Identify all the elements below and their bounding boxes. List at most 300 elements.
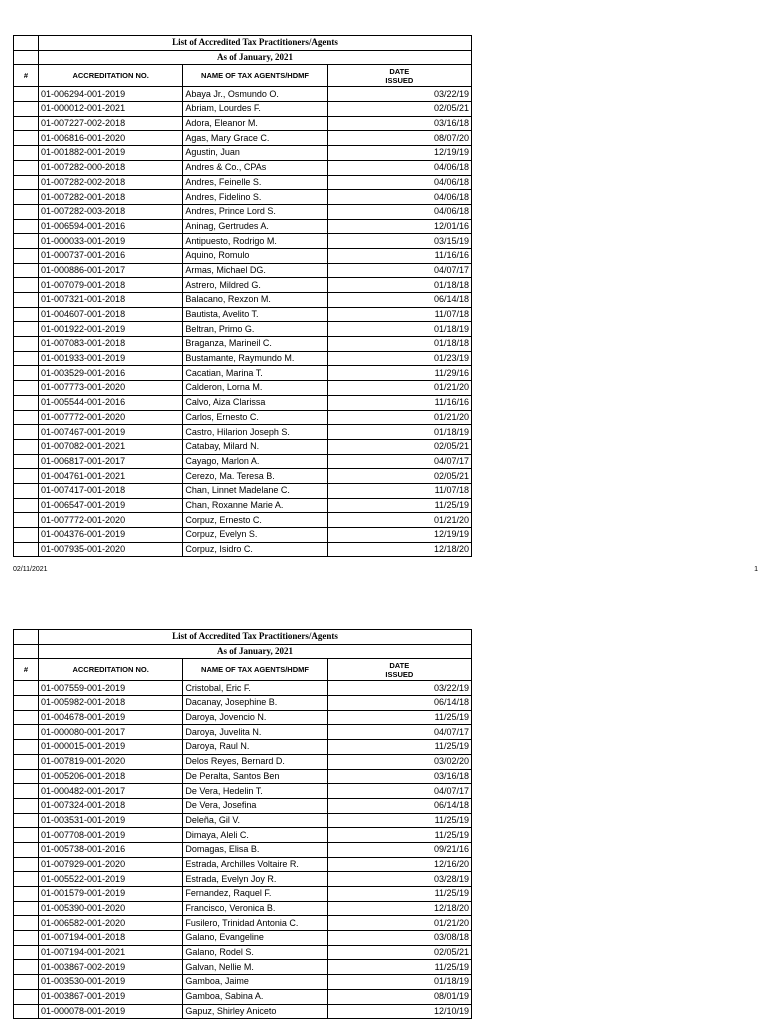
date-issued-cell: 03/16/18 (327, 769, 471, 784)
table-row (14, 887, 472, 902)
accreditation-no-cell: 01-000012-001-2021 (39, 102, 183, 117)
accreditation-no-cell: 01-007227-002-2018 (39, 116, 183, 131)
row-number-cell (14, 351, 39, 366)
table-row (14, 190, 472, 205)
accreditation-no-cell: 01-003867-001-2019 (39, 989, 183, 1004)
row-number-cell (14, 146, 39, 161)
agent-name-cell: Francisco, Veronica B. (183, 901, 327, 916)
agent-name-cell: Bustamante, Raymundo M. (183, 351, 327, 366)
row-number-cell (14, 337, 39, 352)
table-row (14, 204, 472, 219)
agent-name-cell: Corpuz, Isidro C. (183, 542, 327, 557)
accreditation-no-cell: 01-005390-001-2020 (39, 901, 183, 916)
header-date-issued (327, 659, 471, 681)
date-issued-cell: 04/06/18 (327, 160, 471, 175)
row-number-cell (14, 960, 39, 975)
table-row (14, 681, 472, 696)
date-issued-cell: 06/14/18 (327, 293, 471, 308)
accreditation-no-cell: 01-007559-001-2019 (39, 681, 183, 696)
agent-name-cell: Deleña, Gil V. (183, 813, 327, 828)
table-row (14, 175, 472, 190)
row-number-cell (14, 116, 39, 131)
accreditation-no-cell: 01-005738-001-2016 (39, 842, 183, 857)
row-number-cell (14, 542, 39, 557)
accreditation-no-cell: 01-007282-000-2018 (39, 160, 183, 175)
date-issued-cell: 06/14/18 (327, 798, 471, 813)
table-row (14, 528, 472, 543)
table-row (14, 293, 472, 308)
accreditation-no-cell: 01-007194-001-2021 (39, 945, 183, 960)
date-issued-cell: 02/05/21 (327, 439, 471, 454)
agent-name-cell: Abaya Jr., Osmundo O. (183, 87, 327, 102)
date-issued-cell: 12/16/20 (327, 857, 471, 872)
row-number-cell (14, 901, 39, 916)
row-number-cell (14, 219, 39, 234)
row-number-cell (14, 528, 39, 543)
accreditation-no-cell: 01-006817-001-2017 (39, 454, 183, 469)
table-row (14, 813, 472, 828)
page-1-sheet (13, 35, 472, 557)
accreditation-no-cell: 01-007467-001-2019 (39, 425, 183, 440)
date-issued-cell: 02/05/21 (327, 945, 471, 960)
corner-cell (14, 50, 39, 65)
accreditation-no-cell: 01-004761-001-2021 (39, 469, 183, 484)
row-number-cell (14, 696, 39, 711)
row-number-cell (14, 87, 39, 102)
agent-name-cell: Aquino, Romulo (183, 248, 327, 263)
table-row (14, 945, 472, 960)
accreditation-no-cell: 01-000078-001-2019 (39, 1004, 183, 1019)
agent-name-cell: Gamboa, Jaime (183, 975, 327, 990)
table-row (14, 542, 472, 557)
accreditation-no-cell: 01-000482-001-2017 (39, 784, 183, 799)
date-issued-cell: 11/25/19 (327, 887, 471, 902)
header-date-line2: ISSUED (385, 669, 414, 679)
row-number-cell (14, 916, 39, 931)
row-number-cell (14, 798, 39, 813)
agent-name-cell: Balacano, Rexzon M. (183, 293, 327, 308)
row-number-cell (14, 307, 39, 322)
row-number-cell (14, 366, 39, 381)
date-issued-cell: 11/25/19 (327, 710, 471, 725)
row-number-cell (14, 498, 39, 513)
accreditation-no-cell: 01-006582-001-2020 (39, 916, 183, 931)
row-number-cell (14, 945, 39, 960)
row-number-cell (14, 248, 39, 263)
agent-name-cell: Agustin, Juan (183, 146, 327, 161)
header-date-line1: DATE (389, 660, 410, 670)
agent-name-cell: Astrero, Mildred G. (183, 278, 327, 293)
row-number-cell (14, 102, 39, 117)
row-number-cell (14, 681, 39, 696)
date-issued-cell: 06/14/18 (327, 696, 471, 711)
title-row (14, 36, 472, 51)
agent-name-cell: De Vera, Josefina (183, 798, 327, 813)
accreditation-no-cell: 01-000015-001-2019 (39, 740, 183, 755)
agent-name-cell: Andres, Prince Lord S. (183, 204, 327, 219)
date-issued-cell: 12/18/20 (327, 901, 471, 916)
accreditation-no-cell: 01-007282-003-2018 (39, 204, 183, 219)
date-issued-cell: 11/25/19 (327, 498, 471, 513)
agent-name-cell: Gapuz, Shirley Aniceto (183, 1004, 327, 1019)
header-row (14, 659, 472, 681)
agent-name-cell: Carlos, Ernesto C. (183, 410, 327, 425)
agent-name-cell: Fernandez, Raquel F. (183, 887, 327, 902)
accreditation-no-cell: 01-001882-001-2019 (39, 146, 183, 161)
accreditation-table (13, 35, 472, 557)
table-row (14, 842, 472, 857)
agent-name-cell: Andres & Co., CPAs (183, 160, 327, 175)
table-row (14, 872, 472, 887)
row-number-cell (14, 769, 39, 784)
date-issued-cell: 11/25/19 (327, 828, 471, 843)
accreditation-no-cell: 01-007194-001-2018 (39, 931, 183, 946)
agent-name-cell: Abriam, Lourdes F. (183, 102, 327, 117)
accreditation-no-cell: 01-003529-001-2016 (39, 366, 183, 381)
header-name: NAME OF TAX AGENTS/HDMF (183, 65, 327, 87)
table-row (14, 754, 472, 769)
table-row (14, 498, 472, 513)
header-date-issued (327, 65, 471, 87)
row-number-cell (14, 857, 39, 872)
row-number-cell (14, 160, 39, 175)
agent-name-cell: Braganza, Marineil C. (183, 337, 327, 352)
date-issued-cell: 03/28/19 (327, 872, 471, 887)
accreditation-no-cell: 01-006594-001-2016 (39, 219, 183, 234)
row-number-cell (14, 293, 39, 308)
accreditation-no-cell: 01-007772-001-2020 (39, 513, 183, 528)
agent-name-cell: Andres, Feinelle S. (183, 175, 327, 190)
row-number-cell (14, 975, 39, 990)
accreditation-no-cell: 01-006547-001-2019 (39, 498, 183, 513)
header-num: # (14, 65, 39, 87)
date-issued-cell: 04/07/17 (327, 454, 471, 469)
title-row (14, 630, 472, 645)
row-number-cell (14, 740, 39, 755)
header-num: # (14, 659, 39, 681)
date-issued-cell: 11/29/16 (327, 366, 471, 381)
date-issued-cell: 01/18/18 (327, 278, 471, 293)
table-row (14, 160, 472, 175)
table-row (14, 513, 472, 528)
date-issued-cell: 01/21/20 (327, 513, 471, 528)
agent-name-cell: Galano, Rodel S. (183, 945, 327, 960)
subtitle-row (14, 644, 472, 659)
row-number-cell (14, 931, 39, 946)
agent-name-cell: Cacatian, Marina T. (183, 366, 327, 381)
header-accreditation: ACCREDITATION NO. (39, 65, 183, 87)
date-issued-cell: 12/19/19 (327, 146, 471, 161)
agent-name-cell: Fusilero, Trinidad Antonia C. (183, 916, 327, 931)
agent-name-cell: Delos Reyes, Bernard D. (183, 754, 327, 769)
table-row (14, 798, 472, 813)
table-row (14, 960, 472, 975)
row-number-cell (14, 887, 39, 902)
agent-name-cell: Cayago, Marlon A. (183, 454, 327, 469)
date-issued-cell: 11/07/18 (327, 483, 471, 498)
accreditation-no-cell: 01-005982-001-2018 (39, 696, 183, 711)
table-row (14, 828, 472, 843)
date-issued-cell: 11/16/16 (327, 395, 471, 410)
row-number-cell (14, 784, 39, 799)
table-row (14, 131, 472, 146)
date-issued-cell: 03/15/19 (327, 234, 471, 249)
table-row (14, 337, 472, 352)
table-row (14, 410, 472, 425)
table-row (14, 989, 472, 1004)
row-number-cell (14, 204, 39, 219)
table-row (14, 483, 472, 498)
table-row (14, 307, 472, 322)
table-row (14, 725, 472, 740)
corner-cell (14, 36, 39, 51)
row-number-cell (14, 263, 39, 278)
accreditation-no-cell: 01-007708-001-2019 (39, 828, 183, 843)
row-number-cell (14, 131, 39, 146)
table-row (14, 469, 472, 484)
row-number-cell (14, 381, 39, 396)
agent-name-cell: Corpuz, Ernesto C. (183, 513, 327, 528)
agent-name-cell: Dacanay, Josephine B. (183, 696, 327, 711)
agent-name-cell: Agas, Mary Grace C. (183, 131, 327, 146)
row-number-cell (14, 725, 39, 740)
date-issued-cell: 01/18/18 (327, 337, 471, 352)
date-issued-cell: 01/21/20 (327, 916, 471, 931)
table-row (14, 395, 472, 410)
accreditation-no-cell: 01-004376-001-2019 (39, 528, 183, 543)
agent-name-cell: Gamboa, Sabina A. (183, 989, 327, 1004)
table-row (14, 1004, 472, 1019)
table-row (14, 857, 472, 872)
accreditation-no-cell: 01-005206-001-2018 (39, 769, 183, 784)
table-row (14, 769, 472, 784)
agent-name-cell: Bautista, Avelito T. (183, 307, 327, 322)
row-number-cell (14, 278, 39, 293)
row-number-cell (14, 190, 39, 205)
table-title: List of Accredited Tax Practitioners/Agents (39, 36, 472, 51)
date-issued-cell: 01/18/19 (327, 975, 471, 990)
row-number-cell (14, 469, 39, 484)
agent-name-cell: Catabay, Milard N. (183, 439, 327, 454)
subtitle-row (14, 50, 472, 65)
agent-name-cell: Armas, Michael DG. (183, 263, 327, 278)
date-issued-cell: 03/02/20 (327, 754, 471, 769)
agent-name-cell: Adora, Eleanor M. (183, 116, 327, 131)
row-number-cell (14, 754, 39, 769)
table-row (14, 439, 472, 454)
accreditation-no-cell: 01-000033-001-2019 (39, 234, 183, 249)
agent-name-cell: Cristobal, Eric F. (183, 681, 327, 696)
accreditation-no-cell: 01-005522-001-2019 (39, 872, 183, 887)
accreditation-no-cell: 01-007324-001-2018 (39, 798, 183, 813)
table-subtitle: As of January, 2021 (39, 644, 472, 659)
row-number-cell (14, 989, 39, 1004)
row-number-cell (14, 710, 39, 725)
agent-name-cell: Domagas, Elisa B. (183, 842, 327, 857)
date-issued-cell: 02/05/21 (327, 102, 471, 117)
footer-date: 02/11/2021 (13, 566, 48, 573)
table-row (14, 219, 472, 234)
date-issued-cell: 08/07/20 (327, 131, 471, 146)
date-issued-cell: 04/07/17 (327, 263, 471, 278)
accreditation-no-cell: 01-001933-001-2019 (39, 351, 183, 366)
row-number-cell (14, 175, 39, 190)
accreditation-no-cell: 01-006294-001-2019 (39, 87, 183, 102)
agent-name-cell: Daroya, Raul N. (183, 740, 327, 755)
date-issued-cell: 04/07/17 (327, 725, 471, 740)
date-issued-cell: 03/16/18 (327, 116, 471, 131)
row-number-cell (14, 425, 39, 440)
agent-name-cell: Estrada, Archilles Voltaire R. (183, 857, 327, 872)
agent-name-cell: Calderon, Lorna M. (183, 381, 327, 396)
date-issued-cell: 08/01/19 (327, 989, 471, 1004)
table-row (14, 381, 472, 396)
accreditation-no-cell: 01-007079-001-2018 (39, 278, 183, 293)
agent-name-cell: Castro, Hilarion Joseph S. (183, 425, 327, 440)
date-issued-cell: 11/25/19 (327, 813, 471, 828)
date-issued-cell: 01/18/19 (327, 425, 471, 440)
table-row (14, 248, 472, 263)
accreditation-no-cell: 01-004678-001-2019 (39, 710, 183, 725)
date-issued-cell: 02/05/21 (327, 469, 471, 484)
accreditation-no-cell: 01-007819-001-2020 (39, 754, 183, 769)
accreditation-no-cell: 01-000737-001-2016 (39, 248, 183, 263)
row-number-cell (14, 439, 39, 454)
date-issued-cell: 12/19/19 (327, 528, 471, 543)
agent-name-cell: Andres, Fidelino S. (183, 190, 327, 205)
agent-name-cell: Aninag, Gertrudes A. (183, 219, 327, 234)
table-row (14, 263, 472, 278)
row-number-cell (14, 842, 39, 857)
row-number-cell (14, 234, 39, 249)
date-issued-cell: 01/21/20 (327, 410, 471, 425)
row-number-cell (14, 828, 39, 843)
date-issued-cell: 04/06/18 (327, 175, 471, 190)
date-issued-cell: 01/18/19 (327, 322, 471, 337)
table-row (14, 278, 472, 293)
agent-name-cell: De Peralta, Santos Ben (183, 769, 327, 784)
date-issued-cell: 12/18/20 (327, 542, 471, 557)
agent-name-cell: Galano, Evangeline (183, 931, 327, 946)
date-issued-cell: 12/10/19 (327, 1004, 471, 1019)
table-row (14, 696, 472, 711)
table-row (14, 87, 472, 102)
date-issued-cell: 03/22/19 (327, 681, 471, 696)
header-date-line2: ISSUED (385, 75, 414, 85)
header-date-line1: DATE (389, 66, 410, 76)
agent-name-cell: Cerezo, Ma. Teresa B. (183, 469, 327, 484)
table-subtitle: As of January, 2021 (39, 50, 472, 65)
table-row (14, 710, 472, 725)
date-issued-cell: 01/23/19 (327, 351, 471, 366)
date-issued-cell: 04/06/18 (327, 204, 471, 219)
accreditation-no-cell: 01-000080-001-2017 (39, 725, 183, 740)
row-number-cell (14, 322, 39, 337)
agent-name-cell: Chan, Roxanne Marie A. (183, 498, 327, 513)
row-number-cell (14, 395, 39, 410)
corner-cell (14, 630, 39, 645)
agent-name-cell: De Vera, Hedelin T. (183, 784, 327, 799)
accreditation-no-cell: 01-003867-002-2019 (39, 960, 183, 975)
accreditation-no-cell: 01-007417-001-2018 (39, 483, 183, 498)
date-issued-cell: 04/07/17 (327, 784, 471, 799)
accreditation-no-cell: 01-001922-001-2019 (39, 322, 183, 337)
table-title: List of Accredited Tax Practitioners/Agents (39, 630, 472, 645)
agent-name-cell: Galvan, Nellie M. (183, 960, 327, 975)
accreditation-no-cell: 01-004607-001-2018 (39, 307, 183, 322)
table-row (14, 916, 472, 931)
table-row (14, 931, 472, 946)
accreditation-no-cell: 01-007772-001-2020 (39, 410, 183, 425)
accreditation-no-cell: 01-007935-001-2020 (39, 542, 183, 557)
accreditation-no-cell: 01-003531-001-2019 (39, 813, 183, 828)
header-accreditation: ACCREDITATION NO. (39, 659, 183, 681)
accreditation-no-cell: 01-006816-001-2020 (39, 131, 183, 146)
footer-page-number: 1 (754, 566, 758, 573)
table-row (14, 425, 472, 440)
date-issued-cell: 12/01/16 (327, 219, 471, 234)
accreditation-no-cell: 01-007282-002-2018 (39, 175, 183, 190)
date-issued-cell: 11/25/19 (327, 960, 471, 975)
table-row (14, 901, 472, 916)
date-issued-cell: 01/21/20 (327, 381, 471, 396)
accreditation-no-cell: 01-003530-001-2019 (39, 975, 183, 990)
agent-name-cell: Corpuz, Evelyn S. (183, 528, 327, 543)
agent-name-cell: Beltran, Primo G. (183, 322, 327, 337)
row-number-cell (14, 872, 39, 887)
accreditation-no-cell: 01-007083-001-2018 (39, 337, 183, 352)
agent-name-cell: Calvo, Aiza Clarissa (183, 395, 327, 410)
date-issued-cell: 03/08/18 (327, 931, 471, 946)
row-number-cell (14, 813, 39, 828)
row-number-cell (14, 454, 39, 469)
date-issued-cell: 11/07/18 (327, 307, 471, 322)
accreditation-no-cell: 01-007929-001-2020 (39, 857, 183, 872)
row-number-cell (14, 1004, 39, 1019)
table-row (14, 234, 472, 249)
date-issued-cell: 11/25/19 (327, 740, 471, 755)
agent-name-cell: Daroya, Jovencio N. (183, 710, 327, 725)
table-row (14, 322, 472, 337)
row-number-cell (14, 483, 39, 498)
table-row (14, 116, 472, 131)
table-row (14, 454, 472, 469)
row-number-cell (14, 410, 39, 425)
accreditation-no-cell: 01-001579-001-2019 (39, 887, 183, 902)
page-2-sheet (13, 629, 472, 1019)
table-row (14, 740, 472, 755)
corner-cell (14, 644, 39, 659)
date-issued-cell: 11/16/16 (327, 248, 471, 263)
row-number-cell (14, 513, 39, 528)
table-row (14, 784, 472, 799)
accreditation-table (13, 629, 472, 1019)
header-row (14, 65, 472, 87)
date-issued-cell: 09/21/16 (327, 842, 471, 857)
table-row (14, 975, 472, 990)
table-row (14, 366, 472, 381)
date-issued-cell: 04/06/18 (327, 190, 471, 205)
agent-name-cell: Antipuesto, Rodrigo M. (183, 234, 327, 249)
table-row (14, 102, 472, 117)
accreditation-no-cell: 01-007082-001-2021 (39, 439, 183, 454)
accreditation-no-cell: 01-005544-001-2016 (39, 395, 183, 410)
agent-name-cell: Dimaya, Aleli C. (183, 828, 327, 843)
header-name: NAME OF TAX AGENTS/HDMF (183, 659, 327, 681)
page-footer (13, 566, 758, 573)
date-issued-cell: 03/22/19 (327, 87, 471, 102)
accreditation-no-cell: 01-007321-001-2018 (39, 293, 183, 308)
